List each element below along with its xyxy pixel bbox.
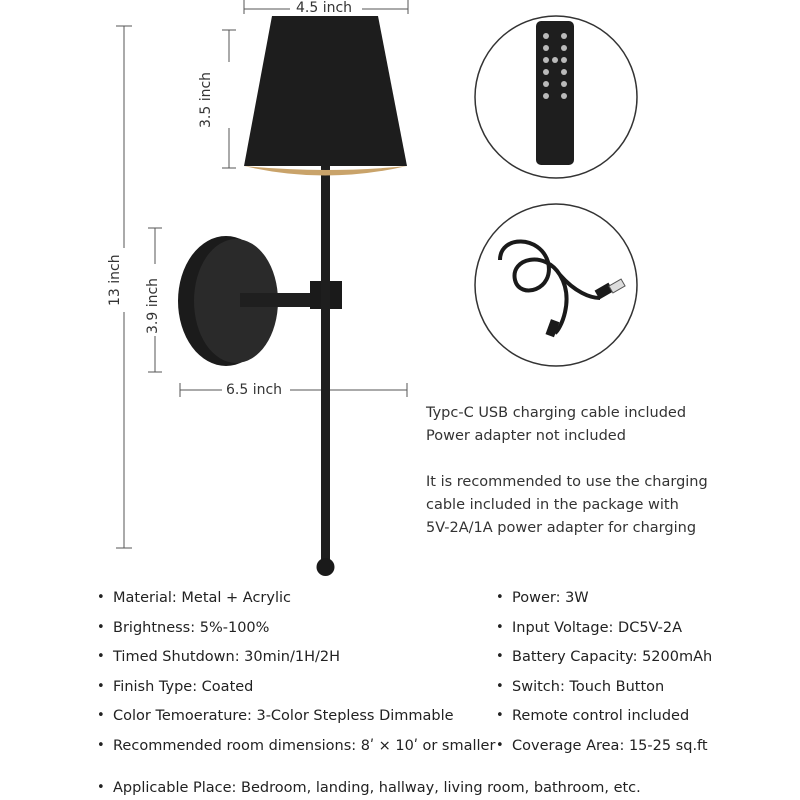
extension-label: 6.5 inch bbox=[226, 382, 283, 398]
total-height-label: 13 inch bbox=[107, 254, 123, 306]
spec-item: • Input Voltage: DC5V-2A bbox=[496, 620, 712, 650]
note-line: cable included in the package with bbox=[426, 497, 679, 513]
spec-item: • Switch: Touch Button bbox=[496, 679, 712, 709]
lamp-shade bbox=[244, 16, 407, 166]
spec-item: • Power: 3W bbox=[496, 590, 712, 620]
shade-width-label: 4.5 inch bbox=[296, 0, 353, 16]
usb-cable-illustration bbox=[475, 204, 637, 366]
note-line: Typc-C USB charging cable included bbox=[426, 405, 687, 421]
spec-applicable-place: • Applicable Place: Bedroom, landing, hallway, living room, bathroom, etc. bbox=[97, 780, 641, 796]
base-height-label: 3.9 inch bbox=[145, 277, 161, 334]
note-line: Power adapter not included bbox=[426, 428, 626, 444]
spec-item: • Recommended room dimensions: 8ʹ × 10ʹ or smaller bbox=[97, 738, 495, 768]
spec-item: • Material: Metal + Acrylic bbox=[97, 590, 495, 620]
remote-icon bbox=[536, 21, 574, 165]
spec-item: • Battery Capacity: 5200mAh bbox=[496, 649, 712, 679]
charging-note bbox=[426, 402, 708, 540]
spec-item: • Coverage Area: 15-25 sq.ft bbox=[496, 738, 712, 768]
spec-item: • Timed Shutdown: 30min/1H/2H bbox=[97, 649, 495, 679]
note-line: It is recommended to use the charging bbox=[426, 474, 708, 490]
lamp-arm bbox=[240, 293, 312, 307]
lamp-rod bbox=[321, 165, 330, 565]
spec-item: • Finish Type: Coated bbox=[97, 679, 495, 709]
note-line bbox=[426, 448, 708, 471]
spec-list-right bbox=[496, 590, 712, 768]
spec-list-left bbox=[97, 590, 495, 768]
spec-item: • Brightness: 5%-100% bbox=[97, 620, 495, 650]
lamp-finial bbox=[317, 558, 335, 576]
spec-item: • Remote control included bbox=[496, 708, 712, 738]
spec-item: • Color Temoerature: 3-Color Stepless Dimmable bbox=[97, 708, 495, 738]
shade-height-label: 3.5 inch bbox=[198, 71, 214, 128]
remote-control-illustration bbox=[475, 16, 637, 178]
note-line: 5V-2A/1A power adapter for charging bbox=[426, 520, 697, 536]
